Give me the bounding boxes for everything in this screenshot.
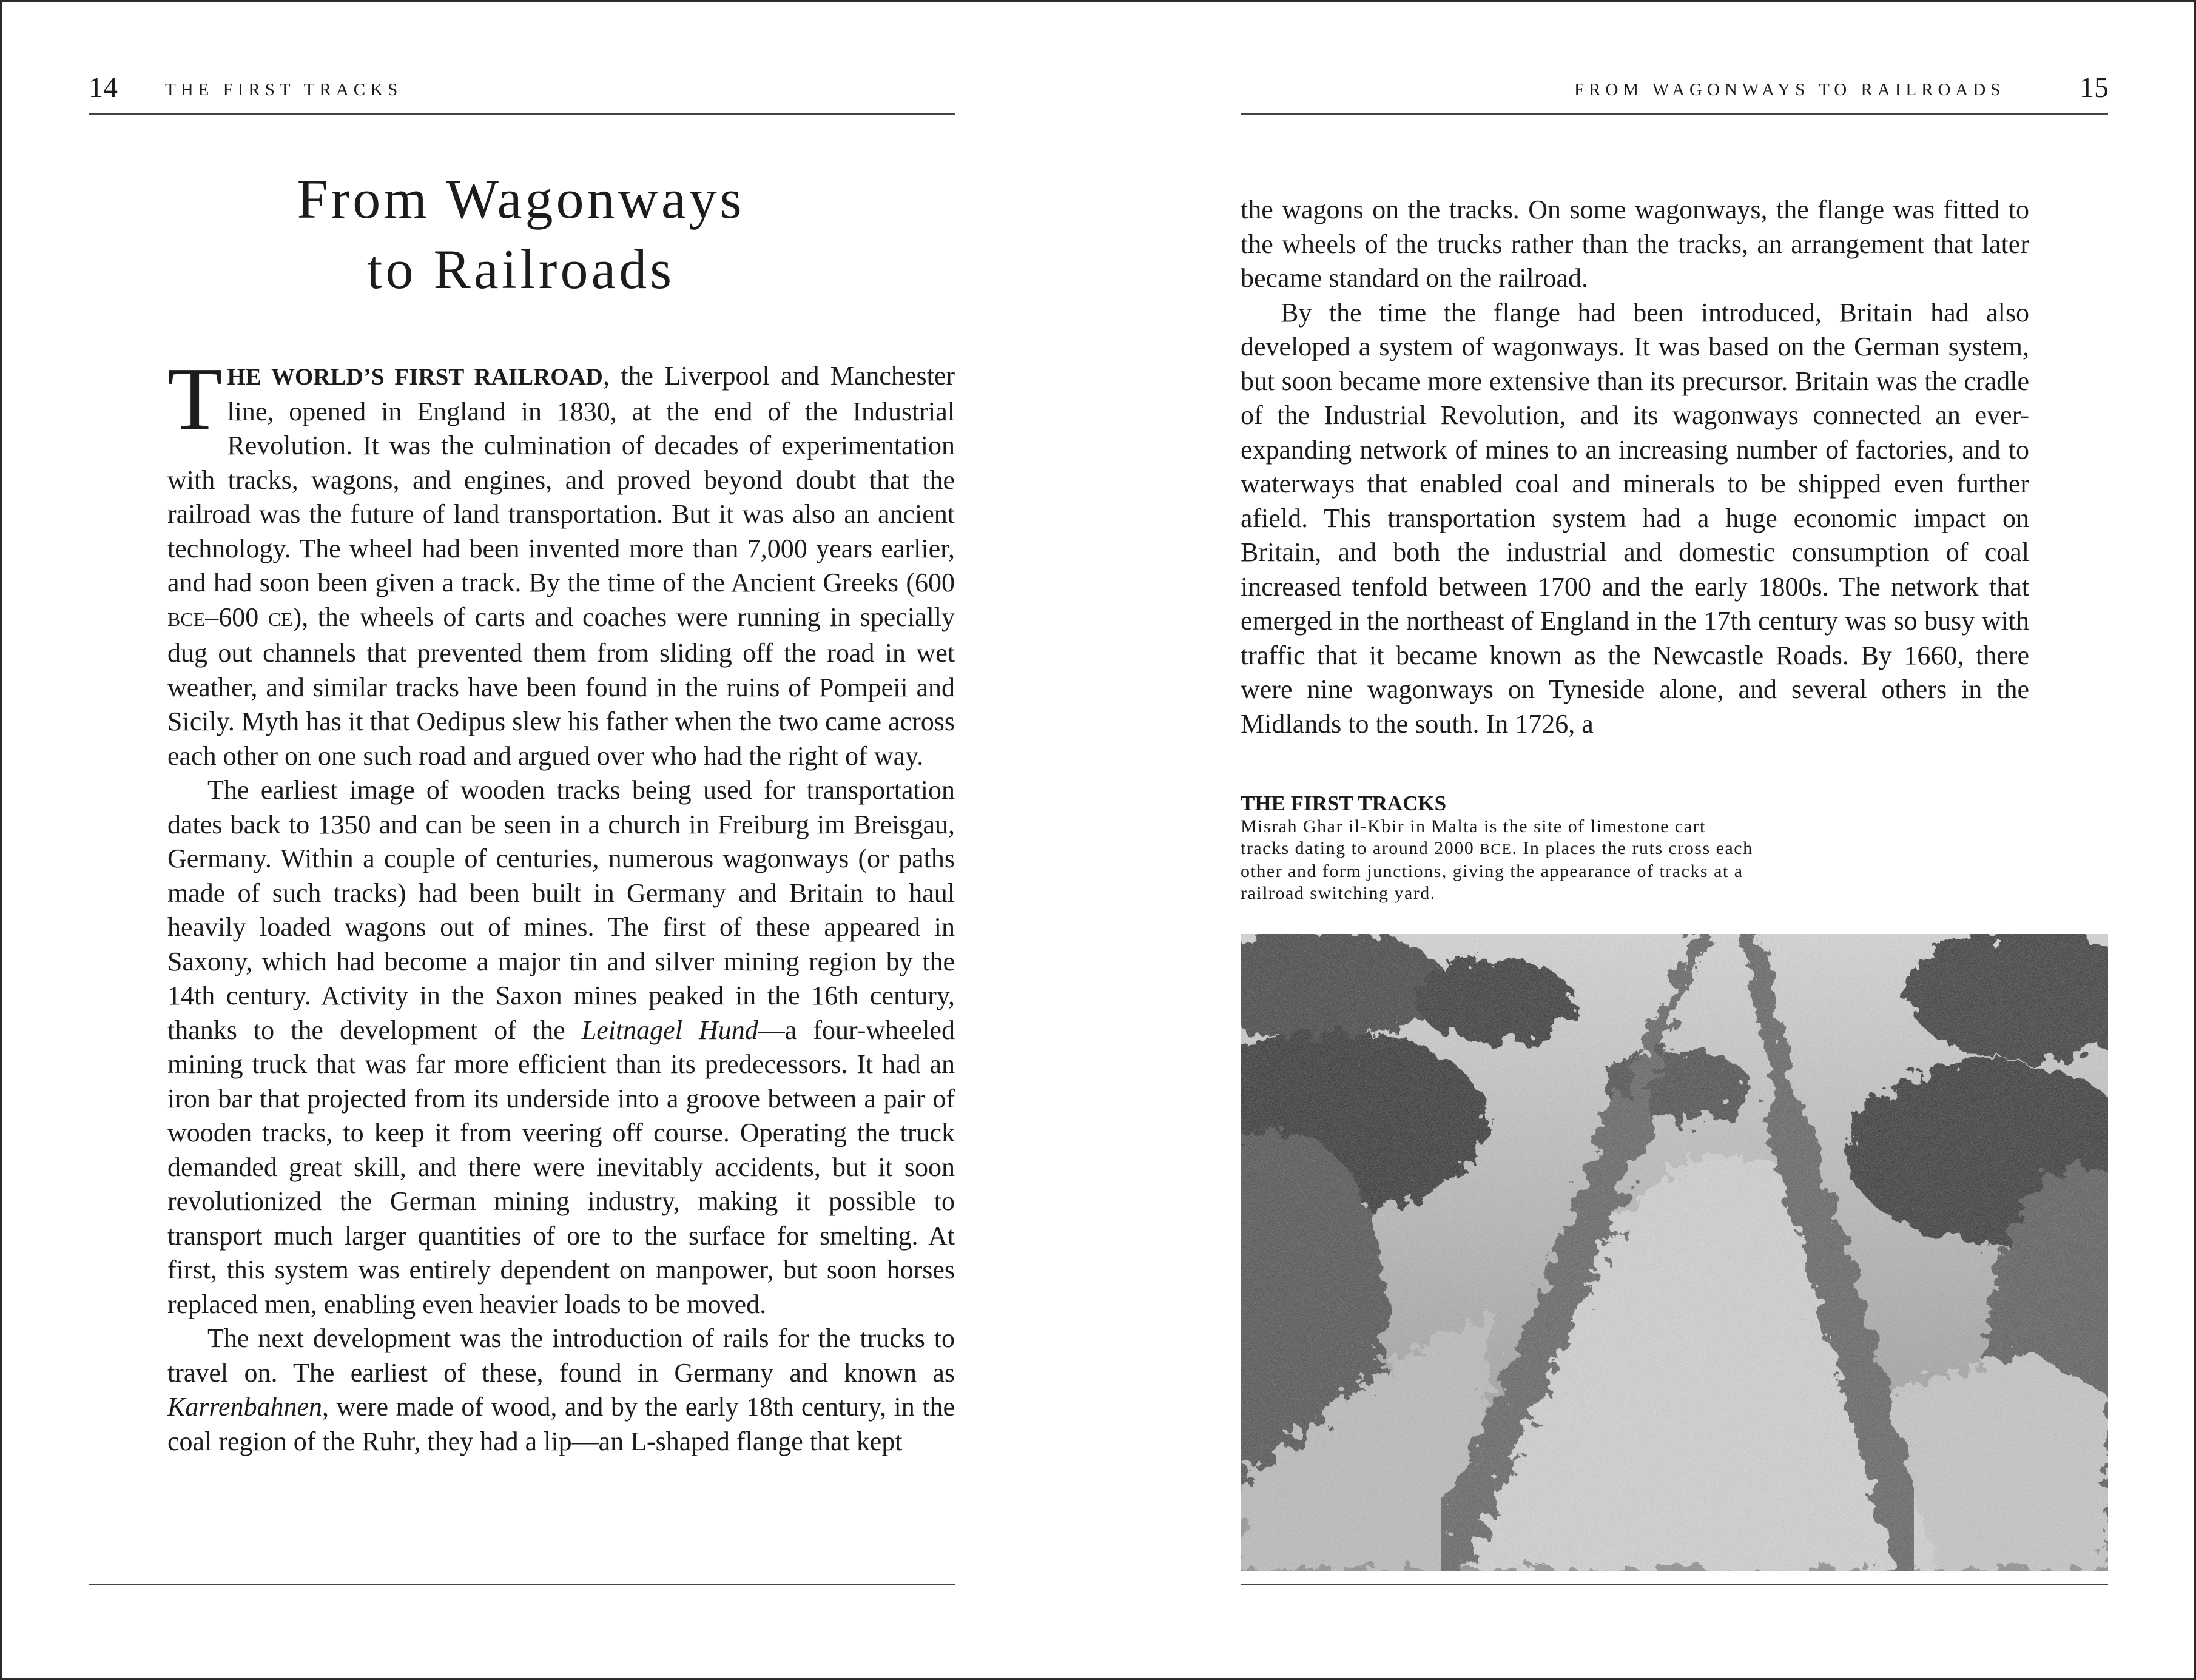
right-paragraph-2: By the time the flange had been introduced, Britain had also developed a system of wagonways. It was based on the German system, but soon became more extensive than its precursor. Britain was the cradle of the Industrial Revolution, and its wagonways connected an ever-expanding network of mines to an increasing number of factories, and to waterways that enabled coal and minerals to be shipped even further afield. This transportation system had a huge economic impact on Britain, and both the industrial and domestic consumption of coal increased tenfold between 1700 and the early 1800s. The network that emerged in the northeast of England in the 17th century was so busy with traffic that it became known as the Newcastle Roads. By 1660, there were nine wagonways on Tyneside alone, and several others in the Midlands to the south. In 1726, a [1241, 297, 2029, 739]
left-paragraph-3 [167, 1322, 955, 1459]
lead-in-smallcaps: HE WORLD’S FIRST RAILROAD [227, 364, 603, 390]
caption-heading: THE FIRST TRACKS [1241, 791, 1447, 815]
left-running-head: THE FIRST TRACKS [165, 80, 403, 99]
chapter-title [89, 164, 953, 304]
photo-illustration [1241, 934, 2108, 1571]
era-bce: BCE [167, 608, 206, 630]
era-range: –600 [205, 602, 268, 632]
left-footer-rule [89, 1584, 955, 1585]
caption-text-b: . In places the ruts cross each other and form junctions, giving the appearance of tracks at a railroad switching yard. [1241, 838, 1753, 903]
left-paragraph-2-text-a: The earliest image of wooden tracks being used for transportation dates back to 1350 and can be seen in a church in Freiburg im Breisgau, Germany. Within a couple of centuries, numerous wagonways (or paths made of such tracks) had been built in Germany and Britain to haul heavily loaded wagons out of mines. The first of these appeared in Saxony, which had become a major tin and silver mining region by the 14th century. Activity in the Saxon mines peaked in the 16th century, thanks to the development of the [167, 775, 955, 1045]
era-ce: CE [268, 608, 293, 630]
caption-text [1241, 816, 1756, 904]
left-paragraph-1 [167, 349, 955, 773]
italic-term-leitnagel-hund: Leitnagel Hund [581, 1015, 758, 1045]
right-page-number: 15 [2080, 72, 2109, 104]
caption-era-bce: BCE [1480, 841, 1512, 858]
left-paragraph-2-text-b: —a four-wheeled mining truck that was far more efficient than its predecessors. It had an iron bar that projected from its underside into a groove between a pair of wooden tracks, to keep it from veering off course. Operating the truck demanded great skill, and there were inevitably accidents, but it soon revolutionized the German mining industry, making it possible to transport much larger quantities of ore to the surface for smelting. At first, this system was entirely dependent on manpower, but soon horses replaced men, enabling even heavier loads to be moved. [167, 1015, 955, 1319]
cart-ruts-photo [1241, 934, 2108, 1571]
right-running-head: FROM WAGONWAYS TO RAILROADS [1574, 80, 2006, 99]
left-paragraph-3-text-b: , were made of wood, and by the early 18th century, in the coal region of the Ruhr, they had a lip—an L-shaped flange that kept [167, 1392, 955, 1456]
right-body-text [1241, 193, 2029, 741]
right-footer-rule [1241, 1584, 2108, 1585]
drop-cap: T [167, 349, 223, 449]
left-body-text [167, 349, 955, 1459]
left-paragraph-2 [167, 773, 955, 1322]
left-header-rule [89, 113, 955, 115]
caption-text-a: Misrah Ghar il-Kbir in Malta is the site of limestone cart tracks dating to around 2000 [1241, 816, 1706, 858]
right-paragraph-1: the wagons on the tracks. On some wagonways, the flange was fitted to the wheels of the trucks rather than the tracks, an arrangement that later became standard on the railroad. [1241, 195, 2029, 293]
left-page-number: 14 [89, 72, 118, 104]
italic-term-karrenbahnen: Karrenbahnen [167, 1392, 323, 1422]
left-paragraph-1-text-a: , the Liverpool and Manchester line, opened in England in 1830, at the end of the Industrial Revolution. It was the culmination of decades of experimentation with tracks, wagons, and engines, and proved beyond doubt that the railroad was the future of land transportation. But it was also an ancient technology. The wheel had been invented more than 7,000 years earlier, and had soon been given a track. By the time of the Ancient Greeks (600 [167, 361, 955, 597]
left-paragraph-1-text-b: ), the wheels of carts and coaches were running in specially dug out channels that prevented them from sliding off the road in wet weather, and similar tracks have been found in the ruins of Pompeii and Sicily. Myth has it that Oedipus slew his father when the two came across each other on one such road and argued over who had the right of way. [167, 602, 955, 771]
chapter-title-line2: to Railroads [366, 238, 675, 300]
left-paragraph-3-text-a: The next development was the introduction of rails for the trucks to travel on. The earliest of these, found in Germany and known as [167, 1323, 955, 1388]
chapter-title-line1: From Wagonways [297, 168, 745, 230]
right-header-rule [1241, 113, 2108, 115]
